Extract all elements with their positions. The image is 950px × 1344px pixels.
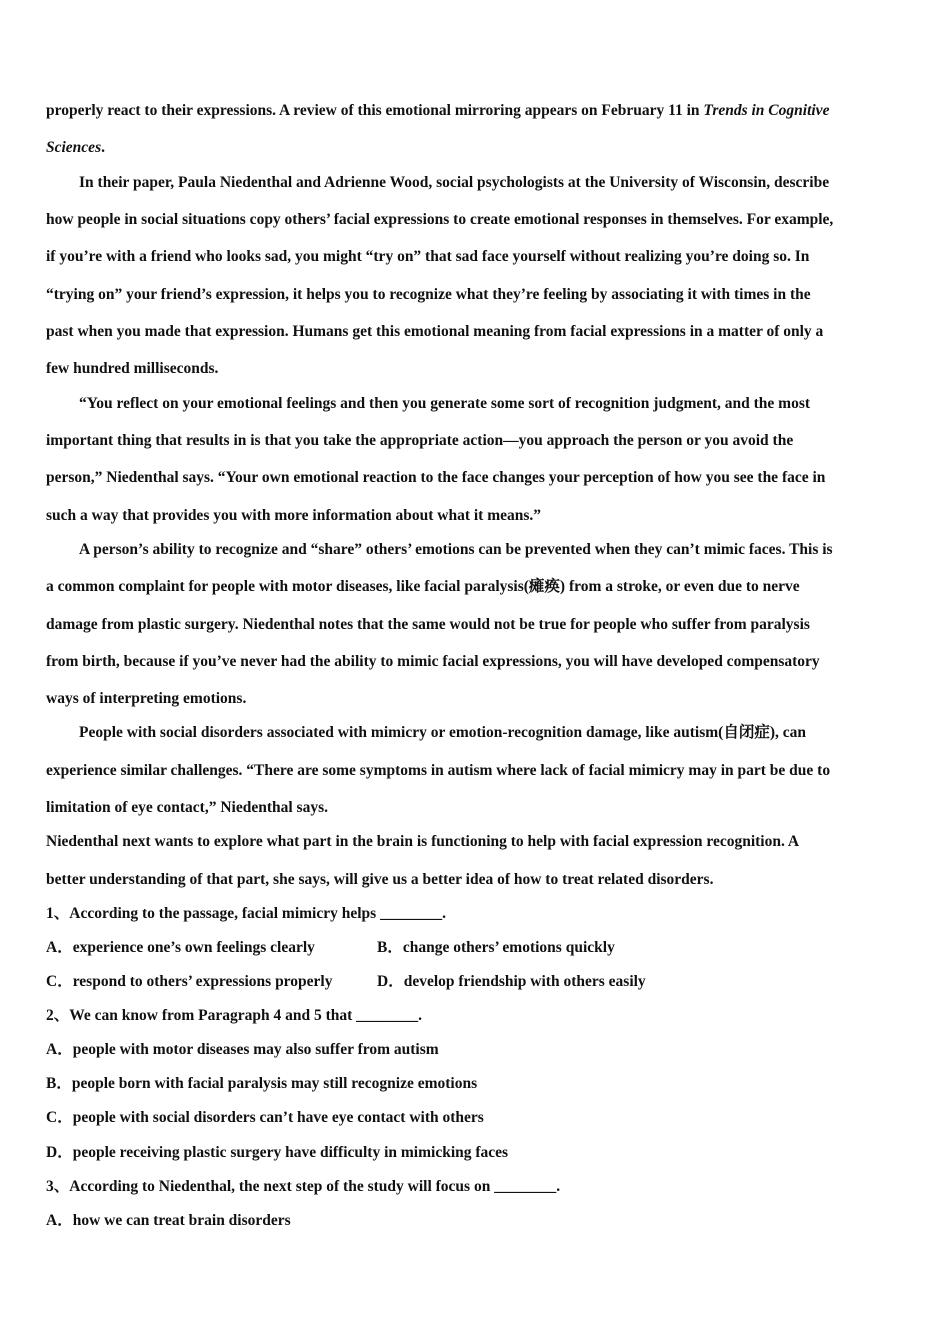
passage-line: better understanding of that part, she says, will give us a better idea of how to treat related disorders. [46,871,714,888]
passage-line: A person’s ability to recognize and “share” others’ emotions can be prevented when they can’t mimic faces. This is [79,541,833,558]
passage-line: “You reflect on your emotional feelings and then you generate some sort of recognition judgment, and the most [79,395,811,412]
passage-line: People with social disorders associated with mimicry or emotion-recognition damage, like autism(自闭症), can [79,724,806,741]
journal-title: Sciences [46,139,102,156]
option-c[interactable]: C．respond to others’ expressions properly [46,973,333,990]
passage-line [46,138,105,158]
question-stem: 3、According to Niedenthal, the next step of the study will focus on ________. [46,1178,561,1195]
passage-line: a common complaint for people with motor diseases, like facial paralysis(瘫痪) from a stroke, or even due to nerve [46,578,800,595]
option-d[interactable]: D．develop friendship with others easily [377,973,646,990]
question-stem: 1、According to the passage, facial mimicry helps ________. [46,905,446,922]
passage-line: how people in social situations copy others’ facial expressions to create emotional responses in themselves. For example, [46,211,834,228]
passage-line: Niedenthal next wants to explore what part in the brain is functioning to help with facial expression recognition. A [46,833,800,850]
passage-line: if you’re with a friend who looks sad, you might “try on” that sad face yourself without realizing you’re doing so. In [46,248,810,265]
passage-line: ways of interpreting emotions. [46,690,247,707]
passage-line: In their paper, Paula Niedenthal and Adrienne Wood, social psychologists at the University of Wisconsin, describe [79,174,830,191]
passage-line: damage from plastic surgery. Niedenthal notes that the same would not be true for people who suffer from paralysis [46,616,810,633]
passage-line: person,” Niedenthal says. “Your own emotional reaction to the face changes your perception of how you see the face in [46,469,826,486]
passage-line: few hundred milliseconds. [46,360,219,377]
option-d[interactable]: D．people receiving plastic surgery have difficulty in mimicking faces [46,1144,509,1161]
option-a[interactable]: A．people with motor diseases may also suffer from autism [46,1041,439,1058]
passage-line: experience similar challenges. “There are some symptoms in autism where lack of facial mimicry may in part be due to [46,762,831,779]
option-c[interactable]: C．people with social disorders can’t have eye contact with others [46,1109,484,1126]
passage-line [46,101,829,121]
passage-line: “trying on” your friend’s expression, it helps you to recognize what they’re feeling by associating it with times in the [46,286,811,303]
passage-line: from birth, because if you’ve never had the ability to mimic facial expressions, you will have developed compensatory [46,653,820,670]
passage-line: such a way that provides you with more information about what it means.” [46,507,542,524]
option-b[interactable]: B．change others’ emotions quickly [377,939,615,956]
option-a[interactable]: A．how we can treat brain disorders [46,1212,291,1229]
passage-line: important thing that results in is that you take the appropriate action—you approach the person or you avoid the [46,432,794,449]
passage-text: . [101,139,105,156]
journal-title: Trends in Cognitive [703,102,830,119]
passage-line: past when you made that expression. Humans get this emotional meaning from facial expressions in a matter of only a [46,323,824,340]
passage-line: limitation of eye contact,” Niedenthal says. [46,799,328,816]
option-a[interactable]: A．experience one’s own feelings clearly [46,939,315,956]
option-b[interactable]: B．people born with facial paralysis may still recognize emotions [46,1075,478,1092]
passage-text: properly react to their expressions. A review of this emotional mirroring appears on February 11 in [46,102,704,119]
question-stem: 2、We can know from Paragraph 4 and 5 that ________. [46,1007,423,1024]
